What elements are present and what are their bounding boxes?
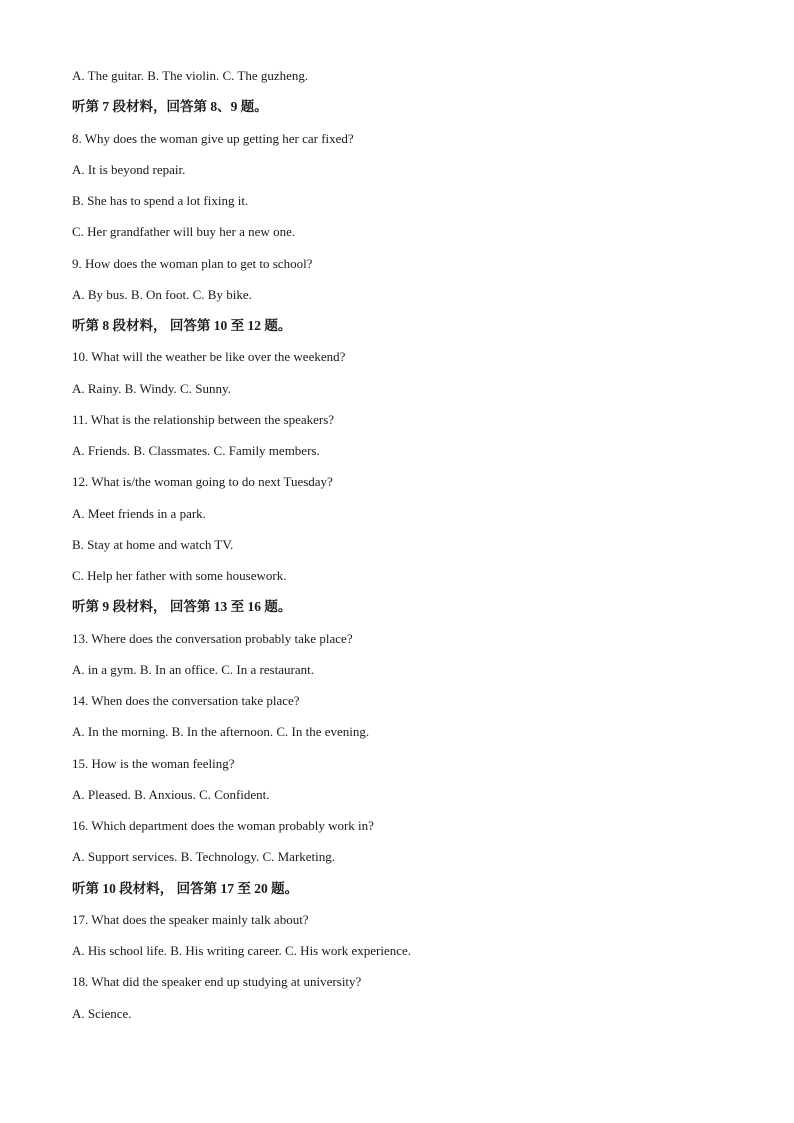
question-14: 14. When does the conversation take place? (72, 693, 300, 708)
question-11: 11. What is the relationship between the speakers? (72, 411, 335, 427)
option-12b: B. Stay at home and watch TV. (72, 536, 234, 552)
section-header-8: 听第 8 段材料， 回答第 10 至 12 题。 (72, 318, 292, 333)
options-17: A. His school life. B. His writing career. C. His work experience. (72, 943, 412, 958)
options-14: A. In the morning. B. In the afternoon. C. In the evening. (72, 724, 370, 740)
question-10: 10. What will the weather be like over the weekend? (72, 349, 346, 365)
options-13: A. in a gym. B. In an office. C. In a restaurant. (72, 661, 314, 677)
question-13: 13. Where does the conversation probably take place? (72, 630, 353, 646)
option-18a: A. Science. (72, 1005, 132, 1021)
document-page (72, 66, 752, 1035)
options-9: A. By bus. B. On foot. C. By bike. (72, 286, 252, 302)
question-8: 8. Why does the woman give up getting her car fixed? (72, 130, 354, 146)
option-8a: A. It is beyond repair. (72, 161, 186, 177)
option-line-q7: A. The guitar. B. The violin. C. The guzheng. (72, 68, 309, 83)
option-12c: C. Help her father with some housework. (72, 568, 287, 583)
options-15: A. Pleased. B. Anxious. C. Confident. (72, 786, 270, 802)
option-8c: C. Her grandfather will buy her a new one. (72, 224, 296, 240)
question-15: 15. How is the woman feeling? (72, 755, 235, 771)
options-10: A. Rainy. B. Windy. C. Sunny. (72, 380, 231, 396)
section-header-10: 听第 10 段材料， 回答第 17 至 20 题。 (72, 880, 299, 896)
question-12: 12. What is/the woman going to do next Tuesday? (72, 474, 333, 490)
section-header-9: 听第 9 段材料， 回答第 13 至 16 题。 (72, 599, 292, 615)
question-16: 16. Which department does the woman probably work in? (72, 818, 374, 833)
section-header-7: 听第 7 段材料，回答第 8、9 题。 (72, 99, 268, 115)
options-11: A. Friends. B. Classmates. C. Family members. (72, 443, 320, 458)
option-12a: A. Meet friends in a park. (72, 505, 206, 521)
question-17: 17. What does the speaker mainly talk about? (72, 911, 309, 927)
question-9: 9. How does the woman plan to get to school? (72, 255, 313, 271)
option-8b: B. She has to spend a lot fixing it. (72, 193, 249, 208)
question-18: 18. What did the speaker end up studying at university? (72, 974, 362, 990)
options-16: A. Support services. B. Technology. C. Marketing. (72, 849, 336, 865)
